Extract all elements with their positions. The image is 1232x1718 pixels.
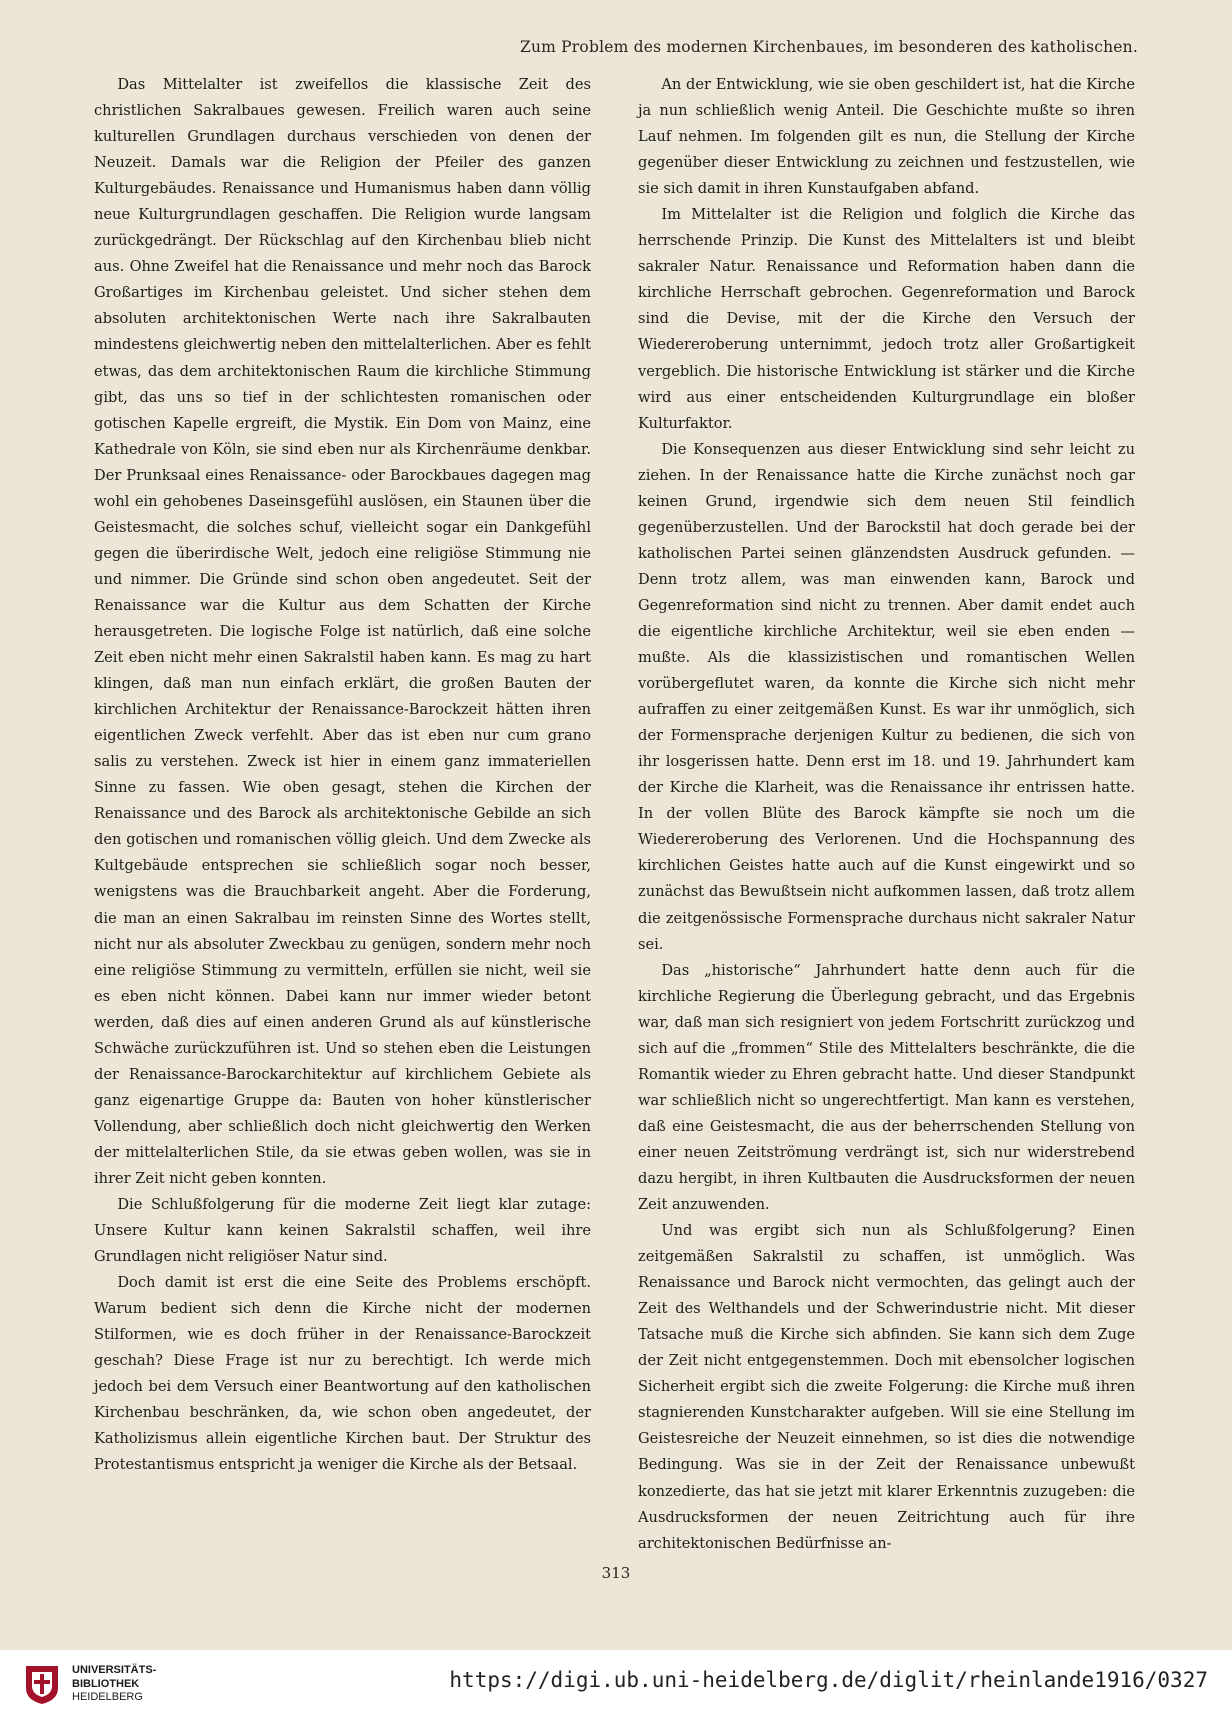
paragraph: Das Mittelalter ist zweifellos die klassische Zeit des christlichen Sakralbaues gewesen. Freilich waren auch seine kulturellen Grundlagen durchaus verschieden von denen der Neuzeit. Damals war die Religion der Pfeiler des ganzen Kulturgebäudes. Renaissance und Humanismus haben dann völlig neue Kulturgrundlagen geschaffen. Die Religion wurde langsam zurückgedrängt. Der Rückschlag auf den Kirchenbau blieb nicht aus. Ohne Zweifel hat die Renaissance und mehr noch das Barock Großartiges im Kirchenbau geleistet. Und sicher stehen dem absoluten architektonischen Werte nach ihre Sakralbauten mindestens gleichwertig neben den mittelalterlichen. Aber es fehlt etwas, das dem architektonischen Raum die kirchliche Stimmung gibt, das uns so tief in der schlichtesten romanischen oder gotischen Kapelle ergreift, die Mystik. Ein Dom von Mainz, eine Kathedrale von Köln, sie sind eben nur als Kirchenräume denkbar. Der Prunksaal eines Renaissance- oder Barockbaues dagegen mag wohl ein gehobenes Daseinsgefühl auslösen, ein Staunen über die Geistesmacht, die solches schuf, vielleicht sogar ein Dankgefühl gegen die überirdische Welt, jedoch eine religiöse Stimmung nie und nimmer. Die Gründe sind schon oben angedeutet. Seit der Renaissance war die Kultur aus dem Schatten der Kirche herausgetreten. Die logische Folge ist natürlich, daß eine solche Zeit eben nicht mehr einen Sakralstil haben kann. Es mag zu hart klingen, daß man nun einfach erklärt, die großen Bauten der kirchlichen Architektur der Renaissance-Barockzeit hätten ihren eigentlichen Zweck verfehlt. Aber das ist eben nur cum grano salis zu verstehen. Zweck ist hier in einem ganz immateriellen Sinne zu fassen. Wie oben gesagt, stehen die Kirchen der Renaissance und des Barock als architektonische Gebilde an sich den gotischen und romanischen völlig gleich. Und dem Zwecke als Kultgebäude entsprechen sie schließlich sogar noch besser, wenigstens was die Brauchbarkeit angeht. Aber die Forderung, die man an einen Sakralbau im reinsten Sinne des Wortes stellt, nicht nur als absoluter Zweckbau zu genügen, sondern mehr noch eine religiöse Stimmung zu vermitteln, erfüllen sie nicht, weil sie es eben nicht können. Dabei kann nur immer wieder betont werden, daß dies auf einen anderen Grund als auf künstlerische Schwäche zurückzuführen ist. Und so stehen eben die Leistungen der Renaissance-Barockarchitektur auf kirchlichem Gebiete als ganz eigenartige Gruppe da: Bauten von hoher künstlerischer Vollendung, aber schließlich doch nicht gleichwertig den Werken der mittelalterlichen Stile, da sie etwas geben wollen, was sie in ihrer Zeit nicht geben konnten. — [94, 76, 591, 1187]
source-url[interactable]: https://digi.ub.uni-heidelberg.de/diglit/rheinlande1916/0327 — [449, 1668, 1208, 1692]
paragraph: Das „historische“ Jahrhundert hatte denn auch für die kirchliche Regierung die Überlegung gebracht, und das Ergebnis war, daß man sich resigniert von jedem Fortschritt zurückzog und sich auf die „frommen“ Stile des Mittelalters beschränkte, die die Romantik wieder zu Ehren gebracht hatte. Und dieser Standpunkt war schließlich nicht so ungerechtfertigt. Man kann es verstehen, daß eine Geistesmacht, die aus der beherrschenden Stellung von einer neuen Zeitströmung verdrängt ist, sich nur widerstrebend dazu hergibt, in ihren Kultbauten die Ausdrucksformen der neuen Zeit anzuwenden. — [638, 961, 1135, 1214]
right-text-column — [638, 72, 1135, 1552]
running-title: Zum Problem des modernen Kirchenbaues, im besonderen des katholischen. — [520, 38, 1138, 56]
footer-bar — [0, 1650, 1232, 1718]
university-seal-icon — [22, 1662, 62, 1706]
library-name: UNIVERSITÄTS- BIBLIOTHEK HEIDELBERG — [72, 1664, 157, 1703]
paragraph: An der Entwicklung, wie sie oben geschildert ist, hat die Kirche ja nun schließlich wenig Anteil. Die Geschichte mußte so ihren Lauf nehmen. Im folgenden gilt es nun, die Stellung der Kirche gegenüber dieser Entwicklung zu zeichnen und festzustellen, wie sie sich damit in ihren Kunstaufgaben abfand. — [638, 76, 1135, 198]
paragraph: Im Mittelalter ist die Religion und folglich die Kirche das herrschende Prinzip. Die Kunst des Mittelalters ist und bleibt sakraler Natur. Renaissance und Reformation haben dann die kirchliche Herrschaft gebrochen. Gegenreformation und Barock sind die Devise, mit der die Kirche den Versuch der Wiedereroberung unternimmt, jedoch trotz aller Großartigkeit vergeblich. Die historische Entwicklung ist stärker und die Kirche wird aus einer entscheidenden Kulturgrundlage ein bloßer Kulturfaktor. — [638, 206, 1135, 432]
page-number: 313 — [601, 1564, 631, 1582]
paragraph: Die Schlußfolgerung für die moderne Zeit liegt klar zutage: Unsere Kultur kann keinen Sakralstil schaffen, weil ihre Grundlagen nicht religiöser Natur sind. — [94, 1196, 591, 1266]
paragraph: Doch damit ist erst die eine Seite des Problems erschöpft. Warum bedient sich denn die Kirche nicht der modernen Stilformen, wie es doch früher in der Renaissance-Barockzeit geschah? Diese Frage ist nur zu berechtigt. Ich werde mich jedoch bei dem Versuch einer Beantwortung auf den katholischen Kirchenbau beschränken, da, wie schon oben angedeutet, der Katholizismus allein eigentliche Kirchen baut. Der Struktur des Protestantismus entspricht ja weniger die Kirche als der Betsaal. — [94, 1274, 591, 1474]
paragraph: Und was ergibt sich nun als Schlußfolgerung? Einen zeitgemäßen Sakralstil zu schaffen, ist unmöglich. Was Renaissance und Barock nicht vermochten, das gelingt auch der Zeit des Welthandels und der Schwerindustrie nicht. Mit dieser Tatsache muß die Kirche sich abfinden. Sie kann sich dem Zuge der Zeit nicht entgegenstemmen. Doch mit ebensolcher logischen Sicherheit ergibt sich die zweite Folgerung: die Kirche muß ihren stagnierenden Kunstcharakter aufgeben. Will sie eine Stellung im Geistesreiche der Neuzeit einnehmen, so ist dies die notwendige Bedingung. Was sie in der Zeit der Renaissance unbewußt konzedierte, das hat sie jetzt mit klarer Erkenntnis zuzugeben: die Ausdrucksformen der neuen Zeitrichtung auch für ihre architektonischen Bedürfnisse an- — [638, 1222, 1135, 1552]
left-text-column — [94, 72, 591, 1538]
paragraph: Die Konsequenzen aus dieser Entwicklung sind sehr leicht zu ziehen. In der Renaissance hatte die Kirche zunächst noch gar keinen Grund, irgendwie sich dem neuen Stil feindlich gegenüberzustellen. Und der Barockstil hat doch gerade bei der katholischen Partei seinen glänzendsten Ausdruck gefunden. — Denn trotz allem, was man einwenden kann, Barock und Gegenreformation sind nicht zu trennen. Aber damit endet auch die eigentliche kirchliche Architektur, weil sie eben enden — mußte. Als die klassizistischen und romantischen Wellen vorübergeflutet waren, da konnte die Kirche sich nicht mehr aufraffen zu einer zeitgemäßen Kunst. Es war ihr unmöglich, sich der Formensprache derjenigen Kultur zu bedienen, die sich von ihr losgerissen hatte. Denn erst im 18. und 19. Jahrhundert kam der Kirche die Klarheit, was die Renaissance ihr entrissen hatte. In der vollen Blüte des Barock kämpfte sie noch um die Wiedereroberung des Verlorenen. Und die Hochspannung des kirchlichen Geistes hatte auch auf die Kunst eingewirkt und so zunächst das Bewußtsein nicht aufkommen lassen, daß trotz allem die zeitgenössische Formensprache durchaus nicht sakraler Natur sei. — [638, 440, 1135, 953]
